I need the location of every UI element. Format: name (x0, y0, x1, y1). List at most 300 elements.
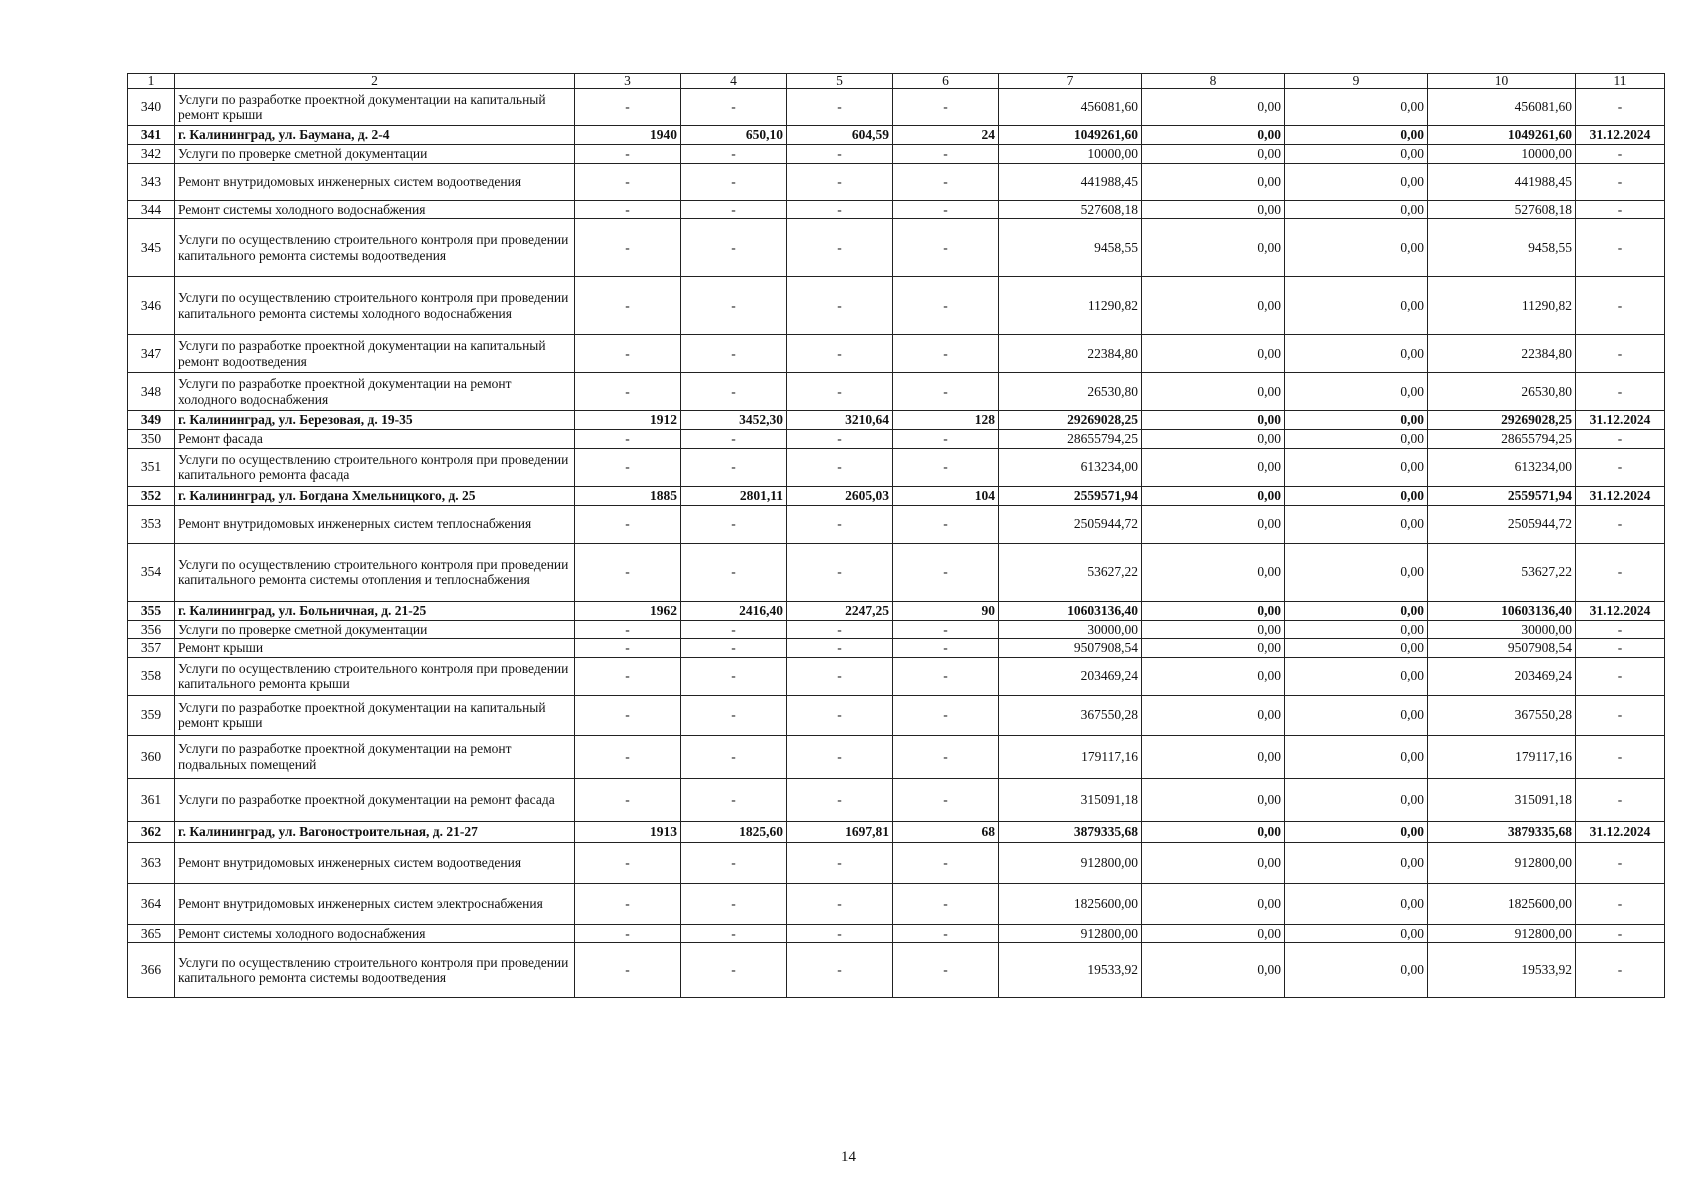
living-area-cell: - (787, 639, 893, 658)
owners-cost-cell: 456081,60 (1428, 89, 1576, 126)
budget-cost-cell: 0,00 (1285, 620, 1428, 639)
budget-cost-cell: 0,00 (1285, 411, 1428, 430)
year-cell: - (575, 620, 681, 639)
year-cell: - (575, 639, 681, 658)
residents-cell: - (893, 943, 999, 998)
column-header: 7 (999, 74, 1142, 89)
living-area-cell: - (787, 778, 893, 821)
row-number-cell: 357 (128, 639, 175, 658)
row-number-cell: 355 (128, 601, 175, 620)
work-item-row (128, 373, 1665, 411)
description-cell: г. Калининград, ул. Вагоностроительная, д. 21-27 (175, 821, 575, 842)
row-number-cell: 351 (128, 448, 175, 486)
fund-cost-cell: 0,00 (1142, 924, 1285, 943)
total-cost-cell: 10000,00 (999, 145, 1142, 164)
living-area-cell: - (787, 543, 893, 601)
fund-cost-cell: 0,00 (1142, 411, 1285, 430)
deadline-cell: - (1576, 657, 1665, 695)
fund-cost-cell: 0,00 (1142, 89, 1285, 126)
year-cell: 1885 (575, 486, 681, 505)
deadline-cell: - (1576, 448, 1665, 486)
owners-cost-cell: 613234,00 (1428, 448, 1576, 486)
description-cell: Ремонт системы холодного водоснабжения (175, 200, 575, 219)
residents-cell: - (893, 543, 999, 601)
fund-cost-cell: 0,00 (1142, 543, 1285, 601)
owners-cost-cell: 441988,45 (1428, 163, 1576, 200)
year-cell: - (575, 219, 681, 277)
owners-cost-cell: 11290,82 (1428, 277, 1576, 335)
deadline-cell: 31.12.2024 (1576, 601, 1665, 620)
total-area-cell: - (681, 200, 787, 219)
total-area-cell: - (681, 430, 787, 449)
year-cell: - (575, 943, 681, 998)
budget-cost-cell: 0,00 (1285, 163, 1428, 200)
deadline-cell: 31.12.2024 (1576, 126, 1665, 145)
row-number-cell: 346 (128, 277, 175, 335)
deadline-cell: - (1576, 373, 1665, 411)
living-area-cell: - (787, 430, 893, 449)
residents-cell: - (893, 277, 999, 335)
work-item-row (128, 163, 1665, 200)
living-area-cell: - (787, 735, 893, 778)
owners-cost-cell: 367550,28 (1428, 695, 1576, 735)
owners-cost-cell: 3879335,68 (1428, 821, 1576, 842)
budget-cost-cell: 0,00 (1285, 145, 1428, 164)
total-cost-cell: 53627,22 (999, 543, 1142, 601)
deadline-cell: - (1576, 735, 1665, 778)
total-cost-cell: 1049261,60 (999, 126, 1142, 145)
living-area-cell: - (787, 277, 893, 335)
fund-cost-cell: 0,00 (1142, 277, 1285, 335)
living-area-cell: 2605,03 (787, 486, 893, 505)
total-cost-cell: 9507908,54 (999, 639, 1142, 658)
total-cost-cell: 527608,18 (999, 200, 1142, 219)
row-number-cell: 365 (128, 924, 175, 943)
deadline-cell: - (1576, 842, 1665, 883)
row-number-cell: 358 (128, 657, 175, 695)
row-number-cell: 364 (128, 883, 175, 924)
owners-cost-cell: 1825600,00 (1428, 883, 1576, 924)
work-item-row (128, 639, 1665, 658)
column-header: 2 (175, 74, 575, 89)
residents-cell: - (893, 620, 999, 639)
total-cost-cell: 9458,55 (999, 219, 1142, 277)
fund-cost-cell: 0,00 (1142, 200, 1285, 219)
description-cell: Ремонт внутридомовых инженерных систем водоотведения (175, 842, 575, 883)
living-area-cell: - (787, 335, 893, 373)
work-item-row (128, 448, 1665, 486)
description-cell: Услуги по осуществлению строительного контроля при проведении капитального ремонта системы холодного водоснабжения (175, 277, 575, 335)
living-area-cell: - (787, 695, 893, 735)
year-cell: - (575, 778, 681, 821)
total-cost-cell: 2559571,94 (999, 486, 1142, 505)
deadline-cell: - (1576, 778, 1665, 821)
total-cost-cell: 203469,24 (999, 657, 1142, 695)
row-number-cell: 348 (128, 373, 175, 411)
budget-cost-cell: 0,00 (1285, 924, 1428, 943)
total-cost-cell: 441988,45 (999, 163, 1142, 200)
fund-cost-cell: 0,00 (1142, 448, 1285, 486)
fund-cost-cell: 0,00 (1142, 639, 1285, 658)
total-area-cell: - (681, 163, 787, 200)
residents-cell: - (893, 778, 999, 821)
description-cell: Ремонт фасада (175, 430, 575, 449)
column-number-header-row (128, 74, 1665, 89)
residents-cell: 104 (893, 486, 999, 505)
owners-cost-cell: 53627,22 (1428, 543, 1576, 601)
year-cell: - (575, 505, 681, 543)
year-cell: - (575, 842, 681, 883)
description-cell: Ремонт крыши (175, 639, 575, 658)
fund-cost-cell: 0,00 (1142, 620, 1285, 639)
row-number-cell: 360 (128, 735, 175, 778)
total-area-cell: - (681, 373, 787, 411)
residents-cell: 68 (893, 821, 999, 842)
fund-cost-cell: 0,00 (1142, 778, 1285, 821)
total-cost-cell: 315091,18 (999, 778, 1142, 821)
fund-cost-cell: 0,00 (1142, 486, 1285, 505)
year-cell: - (575, 735, 681, 778)
fund-cost-cell: 0,00 (1142, 145, 1285, 164)
owners-cost-cell: 10000,00 (1428, 145, 1576, 164)
total-cost-cell: 22384,80 (999, 335, 1142, 373)
year-cell: - (575, 277, 681, 335)
year-cell: 1912 (575, 411, 681, 430)
column-header: 3 (575, 74, 681, 89)
total-area-cell: - (681, 657, 787, 695)
total-cost-cell: 912800,00 (999, 924, 1142, 943)
residents-cell: - (893, 448, 999, 486)
residents-cell: - (893, 639, 999, 658)
year-cell: - (575, 373, 681, 411)
owners-cost-cell: 527608,18 (1428, 200, 1576, 219)
owners-cost-cell: 29269028,25 (1428, 411, 1576, 430)
budget-cost-cell: 0,00 (1285, 657, 1428, 695)
owners-cost-cell: 179117,16 (1428, 735, 1576, 778)
column-header: 4 (681, 74, 787, 89)
fund-cost-cell: 0,00 (1142, 695, 1285, 735)
description-cell: Ремонт системы холодного водоснабжения (175, 924, 575, 943)
total-area-cell: - (681, 277, 787, 335)
deadline-cell: - (1576, 430, 1665, 449)
budget-cost-cell: 0,00 (1285, 821, 1428, 842)
living-area-cell: - (787, 448, 893, 486)
deadline-cell: - (1576, 924, 1665, 943)
total-area-cell: 2416,40 (681, 601, 787, 620)
residents-cell: - (893, 735, 999, 778)
owners-cost-cell: 30000,00 (1428, 620, 1576, 639)
description-cell: Ремонт внутридомовых инженерных систем водоотведения (175, 163, 575, 200)
total-cost-cell: 26530,80 (999, 373, 1142, 411)
work-item-row (128, 943, 1665, 998)
residents-cell: - (893, 657, 999, 695)
total-area-cell: - (681, 943, 787, 998)
budget-cost-cell: 0,00 (1285, 430, 1428, 449)
description-cell: Услуги по осуществлению строительного контроля при проведении капитального ремонта системы водоотведения (175, 943, 575, 998)
residents-cell: - (893, 219, 999, 277)
row-number-cell: 354 (128, 543, 175, 601)
owners-cost-cell: 10603136,40 (1428, 601, 1576, 620)
work-item-row (128, 657, 1665, 695)
year-cell: 1940 (575, 126, 681, 145)
work-item-row (128, 842, 1665, 883)
column-header: 11 (1576, 74, 1665, 89)
description-cell: г. Калининград, ул. Богдана Хмельницкого, д. 25 (175, 486, 575, 505)
total-area-cell: 1825,60 (681, 821, 787, 842)
year-cell: - (575, 89, 681, 126)
row-number-cell: 353 (128, 505, 175, 543)
living-area-cell: - (787, 219, 893, 277)
residents-cell: - (893, 883, 999, 924)
total-cost-cell: 367550,28 (999, 695, 1142, 735)
fund-cost-cell: 0,00 (1142, 126, 1285, 145)
owners-cost-cell: 912800,00 (1428, 924, 1576, 943)
total-cost-cell: 613234,00 (999, 448, 1142, 486)
work-item-row (128, 430, 1665, 449)
description-cell: Услуги по осуществлению строительного контроля при проведении капитального ремонта системы водоотведения (175, 219, 575, 277)
living-area-cell: 604,59 (787, 126, 893, 145)
description-cell: Услуги по проверке сметной документации (175, 145, 575, 164)
owners-cost-cell: 22384,80 (1428, 335, 1576, 373)
owners-cost-cell: 9507908,54 (1428, 639, 1576, 658)
column-header: 9 (1285, 74, 1428, 89)
fund-cost-cell: 0,00 (1142, 373, 1285, 411)
row-number-cell: 366 (128, 943, 175, 998)
fund-cost-cell: 0,00 (1142, 335, 1285, 373)
work-item-row (128, 543, 1665, 601)
year-cell: 1913 (575, 821, 681, 842)
deadline-cell: - (1576, 639, 1665, 658)
deadline-cell: 31.12.2024 (1576, 411, 1665, 430)
residents-cell: - (893, 335, 999, 373)
owners-cost-cell: 912800,00 (1428, 842, 1576, 883)
row-number-cell: 363 (128, 842, 175, 883)
year-cell: - (575, 163, 681, 200)
deadline-cell: 31.12.2024 (1576, 821, 1665, 842)
total-area-cell: - (681, 883, 787, 924)
living-area-cell: - (787, 842, 893, 883)
row-number-cell: 340 (128, 89, 175, 126)
total-cost-cell: 10603136,40 (999, 601, 1142, 620)
fund-cost-cell: 0,00 (1142, 505, 1285, 543)
deadline-cell: - (1576, 943, 1665, 998)
year-cell: - (575, 430, 681, 449)
living-area-cell: - (787, 924, 893, 943)
total-area-cell: - (681, 639, 787, 658)
address-row (128, 411, 1665, 430)
total-area-cell: - (681, 448, 787, 486)
owners-cost-cell: 315091,18 (1428, 778, 1576, 821)
deadline-cell: - (1576, 200, 1665, 219)
address-row (128, 486, 1665, 505)
total-area-cell: - (681, 335, 787, 373)
deadline-cell: - (1576, 335, 1665, 373)
total-area-cell: - (681, 145, 787, 164)
budget-cost-cell: 0,00 (1285, 842, 1428, 883)
row-number-cell: 347 (128, 335, 175, 373)
budget-cost-cell: 0,00 (1285, 126, 1428, 145)
total-cost-cell: 1825600,00 (999, 883, 1142, 924)
living-area-cell: - (787, 943, 893, 998)
total-cost-cell: 28655794,25 (999, 430, 1142, 449)
year-cell: - (575, 200, 681, 219)
owners-cost-cell: 28655794,25 (1428, 430, 1576, 449)
total-area-cell: - (681, 505, 787, 543)
description-cell: Услуги по осуществлению строительного контроля при проведении капитального ремонта фасада (175, 448, 575, 486)
row-number-cell: 362 (128, 821, 175, 842)
residents-cell: - (893, 200, 999, 219)
residents-cell: - (893, 842, 999, 883)
residents-cell: - (893, 924, 999, 943)
residents-cell: 24 (893, 126, 999, 145)
work-item-row (128, 200, 1665, 219)
row-number-cell: 350 (128, 430, 175, 449)
budget-cost-cell: 0,00 (1285, 335, 1428, 373)
total-cost-cell: 2505944,72 (999, 505, 1142, 543)
description-cell: Услуги по проверке сметной документации (175, 620, 575, 639)
living-area-cell: - (787, 373, 893, 411)
residents-cell: 90 (893, 601, 999, 620)
fund-cost-cell: 0,00 (1142, 883, 1285, 924)
work-item-row (128, 89, 1665, 126)
year-cell: - (575, 448, 681, 486)
total-area-cell: - (681, 735, 787, 778)
total-area-cell: - (681, 924, 787, 943)
budget-cost-cell: 0,00 (1285, 943, 1428, 998)
address-row (128, 821, 1665, 842)
living-area-cell: - (787, 163, 893, 200)
row-number-cell: 342 (128, 145, 175, 164)
budget-cost-cell: 0,00 (1285, 543, 1428, 601)
budget-cost-cell: 0,00 (1285, 735, 1428, 778)
description-cell: Услуги по разработке проектной документации на капитальный ремонт водоотведения (175, 335, 575, 373)
total-area-cell: - (681, 89, 787, 126)
description-cell: г. Калининград, ул. Больничная, д. 21-25 (175, 601, 575, 620)
work-item-row (128, 277, 1665, 335)
budget-cost-cell: 0,00 (1285, 373, 1428, 411)
row-number-cell: 343 (128, 163, 175, 200)
work-item-row (128, 505, 1665, 543)
deadline-cell: - (1576, 219, 1665, 277)
budget-cost-cell: 0,00 (1285, 778, 1428, 821)
description-cell: Услуги по осуществлению строительного контроля при проведении капитального ремонта крыши (175, 657, 575, 695)
description-cell: Услуги по разработке проектной документации на капитальный ремонт крыши (175, 695, 575, 735)
description-cell: Услуги по разработке проектной документации на капитальный ремонт крыши (175, 89, 575, 126)
living-area-cell: - (787, 883, 893, 924)
total-area-cell: - (681, 842, 787, 883)
deadline-cell: 31.12.2024 (1576, 486, 1665, 505)
living-area-cell: - (787, 657, 893, 695)
living-area-cell: 2247,25 (787, 601, 893, 620)
living-area-cell: - (787, 200, 893, 219)
year-cell: - (575, 657, 681, 695)
year-cell: - (575, 145, 681, 164)
deadline-cell: - (1576, 543, 1665, 601)
total-cost-cell: 19533,92 (999, 943, 1142, 998)
living-area-cell: - (787, 505, 893, 543)
row-number-cell: 352 (128, 486, 175, 505)
budget-cost-cell: 0,00 (1285, 448, 1428, 486)
table-body (128, 74, 1665, 998)
row-number-cell: 341 (128, 126, 175, 145)
total-area-cell: 2801,11 (681, 486, 787, 505)
living-area-cell: - (787, 145, 893, 164)
owners-cost-cell: 1049261,60 (1428, 126, 1576, 145)
work-item-row (128, 695, 1665, 735)
fund-cost-cell: 0,00 (1142, 842, 1285, 883)
column-header: 5 (787, 74, 893, 89)
budget-cost-cell: 0,00 (1285, 89, 1428, 126)
address-row (128, 601, 1665, 620)
residents-cell: - (893, 145, 999, 164)
total-cost-cell: 11290,82 (999, 277, 1142, 335)
column-header: 8 (1142, 74, 1285, 89)
work-item-row (128, 883, 1665, 924)
fund-cost-cell: 0,00 (1142, 821, 1285, 842)
budget-cost-cell: 0,00 (1285, 505, 1428, 543)
work-item-row (128, 620, 1665, 639)
total-area-cell: - (681, 219, 787, 277)
description-cell: г. Калининград, ул. Березовая, д. 19-35 (175, 411, 575, 430)
budget-cost-cell: 0,00 (1285, 883, 1428, 924)
living-area-cell: 1697,81 (787, 821, 893, 842)
year-cell: - (575, 695, 681, 735)
budget-cost-cell: 0,00 (1285, 219, 1428, 277)
fund-cost-cell: 0,00 (1142, 430, 1285, 449)
description-cell: Услуги по разработке проектной документации на ремонт подвальных помещений (175, 735, 575, 778)
year-cell: - (575, 924, 681, 943)
deadline-cell: - (1576, 277, 1665, 335)
work-item-row (128, 735, 1665, 778)
description-cell: Ремонт внутридомовых инженерных систем теплоснабжения (175, 505, 575, 543)
row-number-cell: 349 (128, 411, 175, 430)
year-cell: - (575, 335, 681, 373)
total-cost-cell: 456081,60 (999, 89, 1142, 126)
fund-cost-cell: 0,00 (1142, 735, 1285, 778)
owners-cost-cell: 2505944,72 (1428, 505, 1576, 543)
budget-cost-cell: 0,00 (1285, 486, 1428, 505)
fund-cost-cell: 0,00 (1142, 657, 1285, 695)
description-cell: Услуги по разработке проектной документации на ремонт фасада (175, 778, 575, 821)
total-area-cell: - (681, 620, 787, 639)
work-item-row (128, 924, 1665, 943)
year-cell: 1962 (575, 601, 681, 620)
column-header: 10 (1428, 74, 1576, 89)
owners-cost-cell: 26530,80 (1428, 373, 1576, 411)
budget-cost-cell: 0,00 (1285, 695, 1428, 735)
residents-cell: - (893, 163, 999, 200)
residents-cell: 128 (893, 411, 999, 430)
total-cost-cell: 30000,00 (999, 620, 1142, 639)
work-item-row (128, 219, 1665, 277)
fund-cost-cell: 0,00 (1142, 219, 1285, 277)
row-number-cell: 345 (128, 219, 175, 277)
total-area-cell: 650,10 (681, 126, 787, 145)
address-row (128, 126, 1665, 145)
residents-cell: - (893, 89, 999, 126)
description-cell: г. Калининград, ул. Баумана, д. 2-4 (175, 126, 575, 145)
page-number: 14 (841, 1149, 856, 1165)
total-cost-cell: 912800,00 (999, 842, 1142, 883)
residents-cell: - (893, 373, 999, 411)
column-header: 6 (893, 74, 999, 89)
row-number-cell: 344 (128, 200, 175, 219)
total-area-cell: - (681, 543, 787, 601)
fund-cost-cell: 0,00 (1142, 163, 1285, 200)
deadline-cell: - (1576, 163, 1665, 200)
repair-schedule-table (127, 73, 1665, 998)
residents-cell: - (893, 505, 999, 543)
